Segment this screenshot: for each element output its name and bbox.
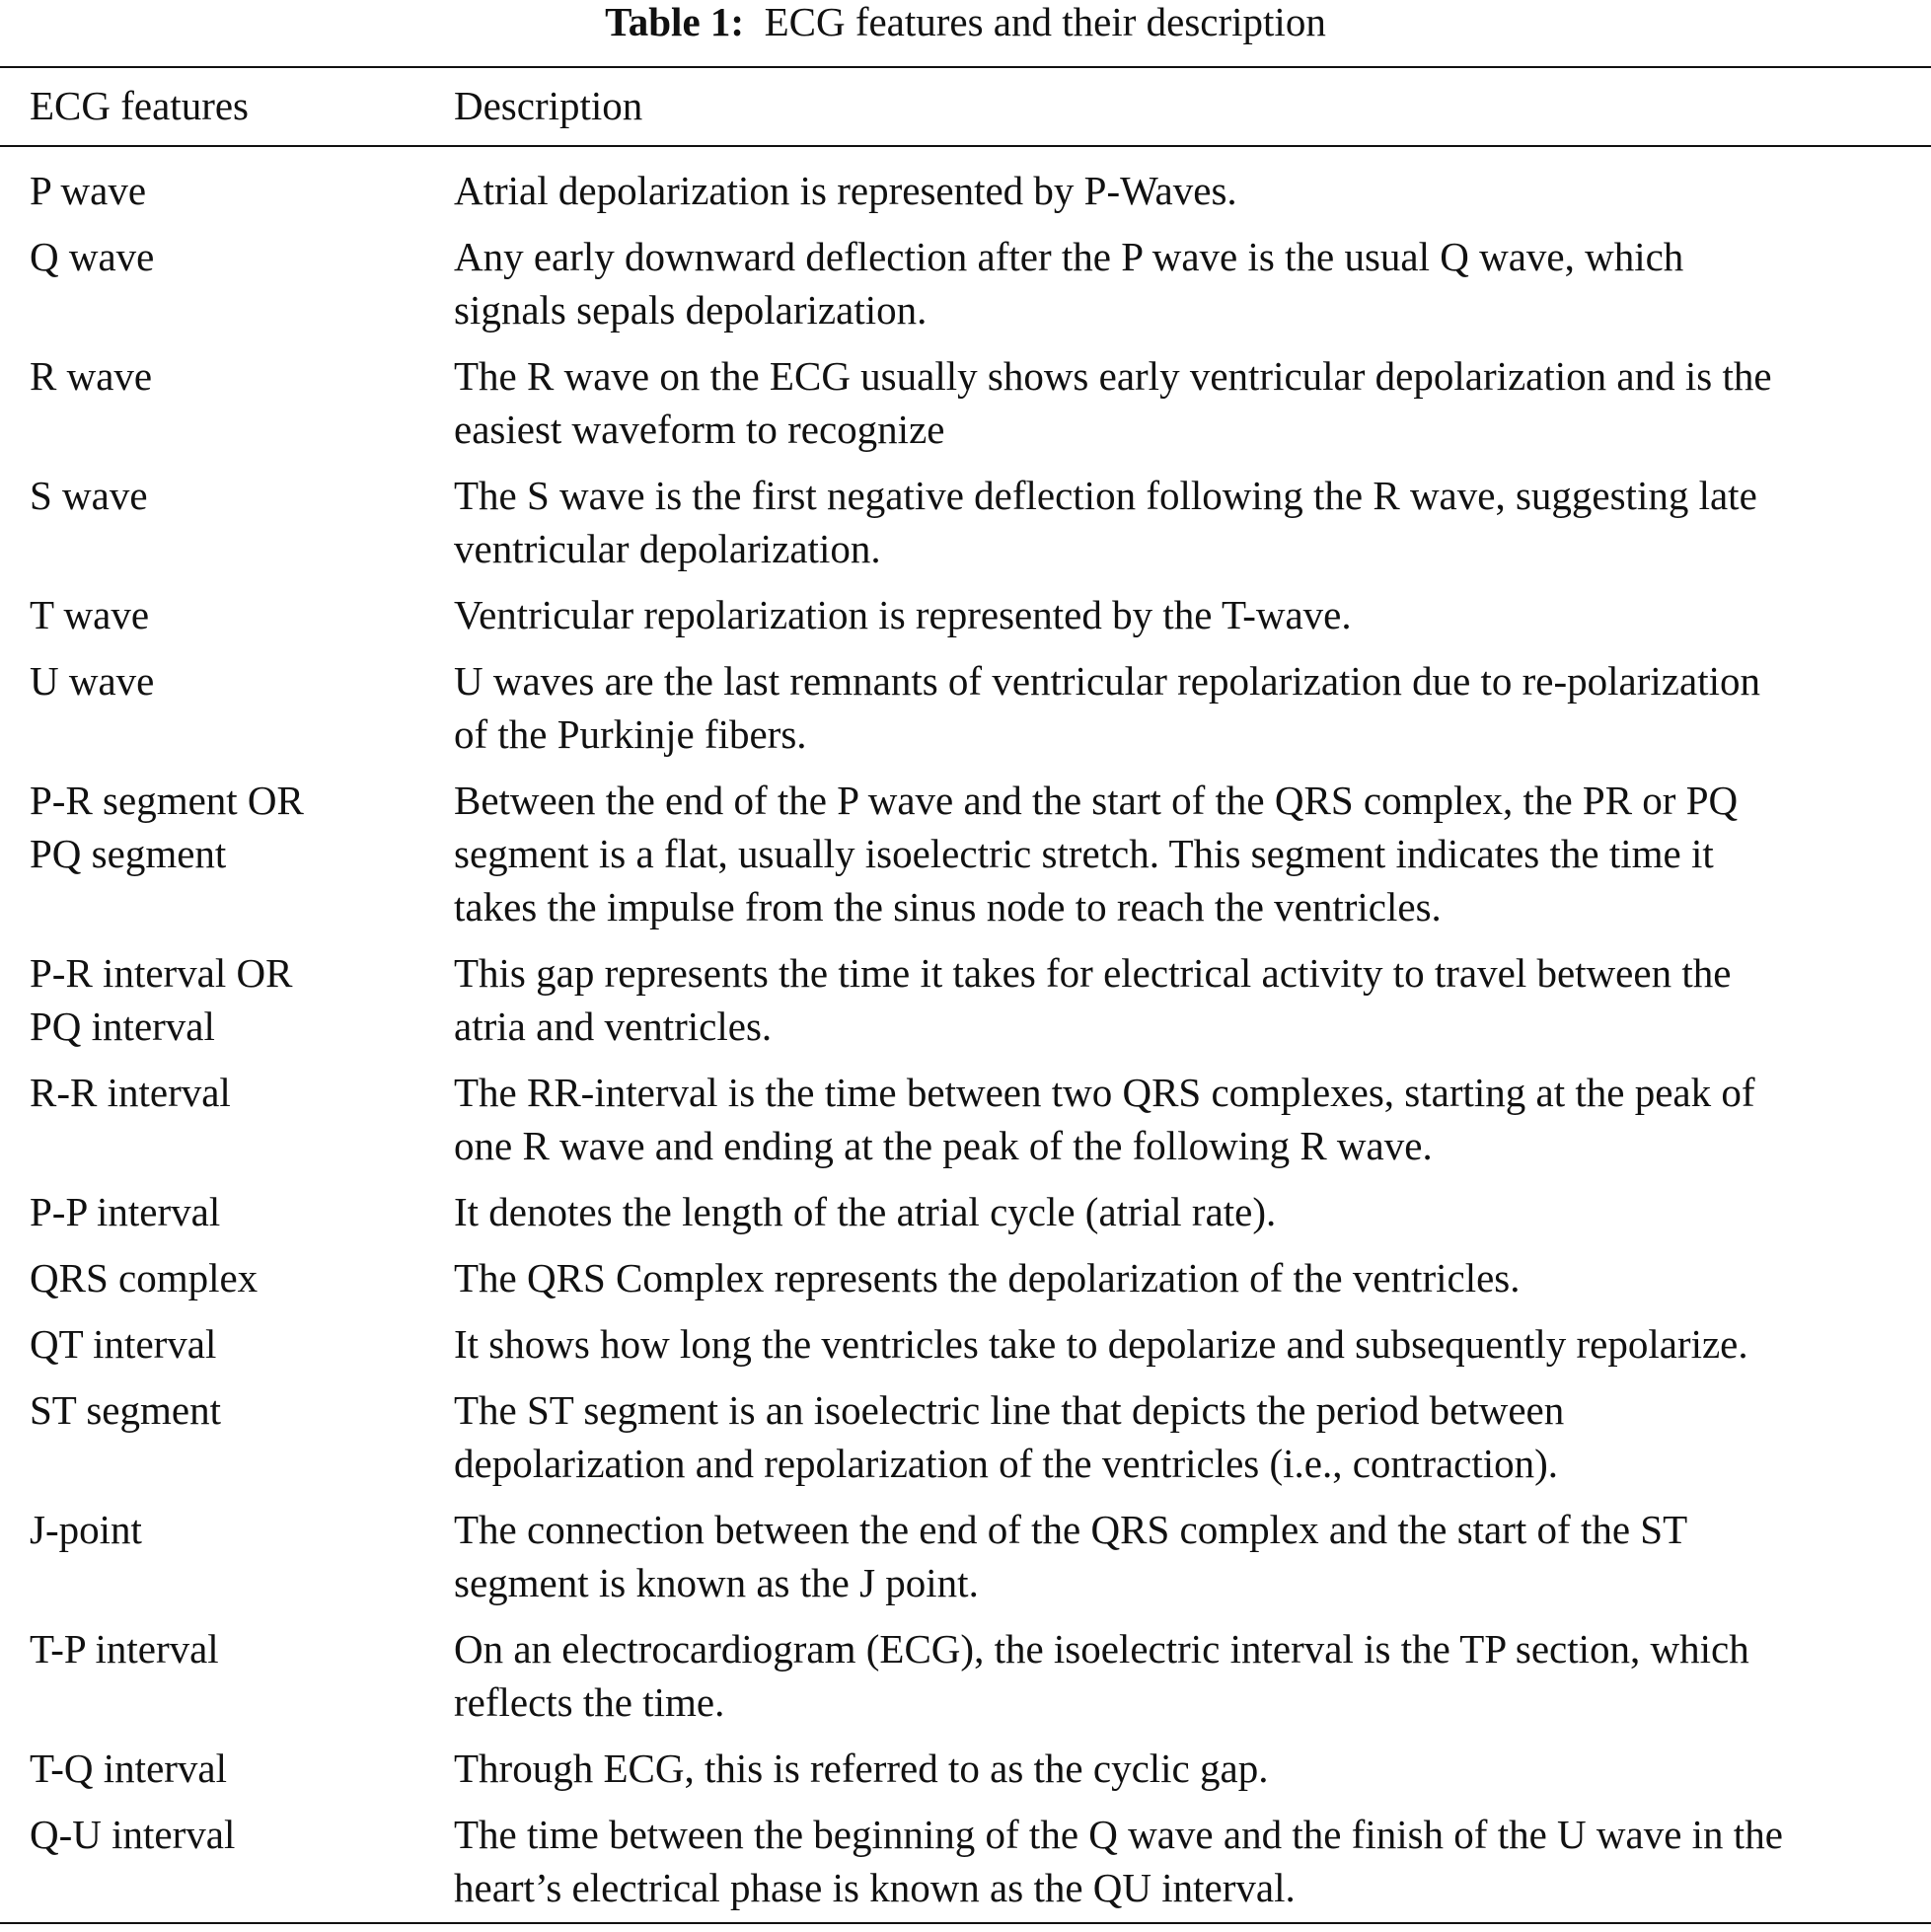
description-cell xyxy=(454,1317,1919,1371)
description-cell xyxy=(454,774,1919,933)
ecg-feature-cell xyxy=(30,230,424,283)
ecg-feature-cell xyxy=(30,1251,424,1304)
ecg-feature-line: P-R interval OR xyxy=(30,950,293,996)
description-cell xyxy=(454,1066,1919,1172)
description-cell xyxy=(454,1742,1919,1795)
description-line: segment is a flat, usually isoelectric stretch. This segment indicates the time it xyxy=(454,831,1714,876)
table-caption-label: Table 1: xyxy=(605,0,745,44)
description-cell xyxy=(454,1808,1919,1914)
ecg-feature-line: U wave xyxy=(30,658,155,704)
description-cell xyxy=(454,1251,1919,1304)
description-cell xyxy=(454,946,1919,1053)
ecg-feature-line: S wave xyxy=(30,473,148,518)
description-cell xyxy=(454,349,1919,456)
ecg-feature-line: ST segment xyxy=(30,1387,221,1433)
ecg-feature-cell xyxy=(30,469,424,522)
ecg-feature-line: Q wave xyxy=(30,234,155,279)
ecg-feature-line: T-P interval xyxy=(30,1626,219,1672)
ecg-feature-cell xyxy=(30,1185,424,1238)
description-cell xyxy=(454,1185,1919,1238)
description-line: Through ECG, this is referred to as the cyclic gap. xyxy=(454,1746,1269,1791)
ecg-feature-cell xyxy=(30,946,424,1053)
description-line: of the Purkinje fibers. xyxy=(454,711,807,757)
ecg-feature-line: QRS complex xyxy=(30,1255,259,1300)
ecg-feature-cell xyxy=(30,164,424,217)
description-line: Between the end of the P wave and the start of the QRS complex, the PR or PQ xyxy=(454,778,1739,823)
description-line: It denotes the length of the atrial cycle (atrial rate). xyxy=(454,1189,1277,1234)
ecg-feature-line: R wave xyxy=(30,353,153,399)
ecg-feature-line: J-point xyxy=(30,1507,142,1552)
description-line: atria and ventricles. xyxy=(454,1003,773,1049)
description-line: Atrial depolarization is represented by P-Waves. xyxy=(454,168,1237,213)
ecg-feature-cell xyxy=(30,1383,424,1437)
ecg-feature-line: PQ interval xyxy=(30,1003,215,1049)
description-cell xyxy=(454,1622,1919,1729)
header-ecg-features: ECG features xyxy=(30,83,249,128)
description-cell xyxy=(454,588,1919,641)
description-line: The ST segment is an isoelectric line that depicts the period between xyxy=(454,1387,1565,1433)
description-line: reflects the time. xyxy=(454,1679,725,1725)
ecg-feature-cell xyxy=(30,1622,424,1675)
ecg-feature-line: Q-U interval xyxy=(30,1812,236,1857)
description-line: The connection between the end of the QRS complex and the start of the ST xyxy=(454,1507,1688,1552)
description-cell xyxy=(454,654,1919,761)
description-line: easiest waveform to recognize xyxy=(454,407,945,452)
bottom-rule xyxy=(0,1922,1931,1924)
table-caption xyxy=(0,0,1931,43)
description-line: heart’s electrical phase is known as the QU interval. xyxy=(454,1865,1296,1910)
description-line: On an electrocardiogram (ECG), the isoelectric interval is the TP section, which xyxy=(454,1626,1749,1672)
description-line: This gap represents the time it takes for electrical activity to travel between the xyxy=(454,950,1732,996)
description-line: segment is known as the J point. xyxy=(454,1560,979,1605)
top-rule xyxy=(0,66,1931,68)
table-caption-title: ECG features and their description xyxy=(764,0,1326,44)
ecg-feature-cell xyxy=(30,1808,424,1861)
description-cell xyxy=(454,469,1919,575)
description-line: Any early downward deflection after the P wave is the usual Q wave, which xyxy=(454,234,1684,279)
ecg-feature-cell xyxy=(30,1317,424,1371)
description-cell xyxy=(454,1503,1919,1609)
ecg-feature-cell xyxy=(30,588,424,641)
description-cell xyxy=(454,230,1919,336)
description-line: It shows how long the ventricles take to depolarize and subsequently repolarize. xyxy=(454,1321,1748,1367)
ecg-feature-cell xyxy=(30,349,424,403)
description-line: takes the impulse from the sinus node to reach the ventricles. xyxy=(454,884,1442,929)
ecg-feature-line: P wave xyxy=(30,168,147,213)
ecg-feature-line: R-R interval xyxy=(30,1070,231,1115)
description-line: depolarization and repolarization of the ventricles (i.e., contraction). xyxy=(454,1441,1559,1486)
ecg-feature-line: P-R segment OR xyxy=(30,778,304,823)
ecg-feature-line: T wave xyxy=(30,592,150,637)
description-line: The RR-interval is the time between two QRS complexes, starting at the peak of xyxy=(454,1070,1755,1115)
ecg-feature-cell xyxy=(30,1742,424,1795)
header-rule xyxy=(0,145,1931,147)
description-line: ventricular depolarization. xyxy=(454,526,881,571)
description-line: The time between the beginning of the Q wave and the finish of the U wave in the xyxy=(454,1812,1783,1857)
description-line: The S wave is the first negative deflection following the R wave, suggesting late xyxy=(454,473,1757,518)
description-line: The R wave on the ECG usually shows early ventricular depolarization and is the xyxy=(454,353,1772,399)
description-cell xyxy=(454,1383,1919,1490)
header-description: Description xyxy=(454,83,643,128)
ecg-feature-line: T-Q interval xyxy=(30,1746,228,1791)
description-line: signals sepals depolarization. xyxy=(454,287,928,333)
description-line: The QRS Complex represents the depolarization of the ventricles. xyxy=(454,1255,1521,1300)
description-cell xyxy=(454,164,1919,217)
ecg-feature-line: PQ segment xyxy=(30,831,227,876)
ecg-feature-cell xyxy=(30,774,424,880)
ecg-feature-cell xyxy=(30,1503,424,1556)
ecg-feature-line: P-P interval xyxy=(30,1189,221,1234)
description-line: U waves are the last remnants of ventricular repolarization due to re-polarization xyxy=(454,658,1760,704)
description-line: Ventricular repolarization is represented by the T-wave. xyxy=(454,592,1352,637)
description-line: one R wave and ending at the peak of the following R wave. xyxy=(454,1123,1433,1168)
ecg-feature-line: QT interval xyxy=(30,1321,217,1367)
ecg-feature-cell xyxy=(30,654,424,707)
ecg-feature-cell xyxy=(30,1066,424,1119)
